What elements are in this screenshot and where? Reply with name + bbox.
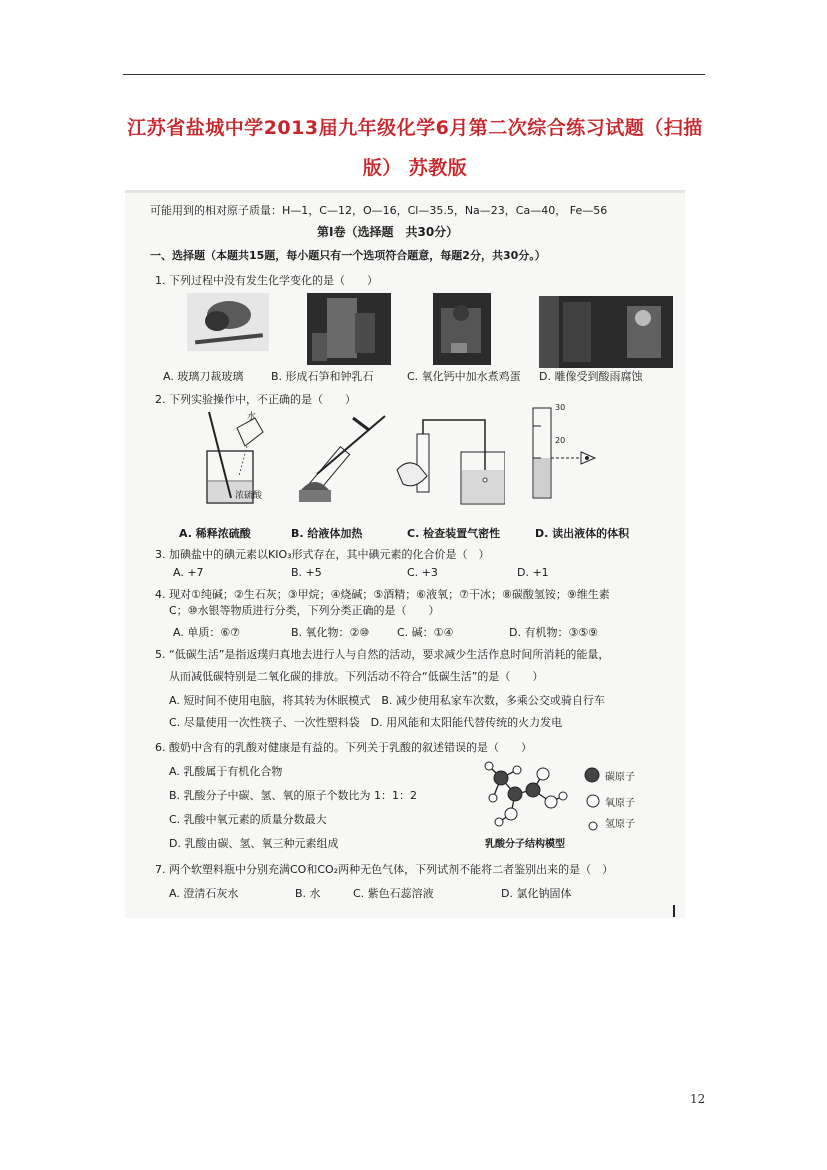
q6-option-b: B. 乳酸分子中碳、氢、氧的原子个数比为 1：1：2: [169, 789, 418, 802]
q1-option-a: A. 玻璃刀裁玻璃: [163, 370, 244, 383]
q5-stem-line2: 从而减低碳特别是二氧化碳的排放。下列活动不符合“低碳生活”的是（ ）: [169, 670, 544, 683]
q4-option-a: A. 单质：⑥⑦: [173, 626, 241, 639]
q2-figure-airtight-check: [393, 412, 505, 510]
q3-option-c: C. +3: [407, 566, 438, 579]
atomic-masses: 可能用到的相对原子质量：H—1，C—12，O—16，Cl—35.5，Na—23，Ca—40， Fe—56: [150, 204, 608, 217]
q5-options-row2: C. 尽量使用一次性筷子、一次性塑料袋 D. 用风能和太阳能代替传统的火力发电: [169, 716, 563, 729]
q6-lactic-acid-model: [475, 756, 571, 832]
q6-legend-carbon: 碳原子: [605, 772, 635, 783]
scan-edge: [125, 190, 685, 193]
q6-stem: 6. 酸奶中含有的乳酸对健康是有益的。下列关于乳酸的叙述错误的是（ ）: [155, 741, 532, 754]
q4-option-c: C. 碱：①④: [397, 626, 454, 639]
q2-option-a: A. 稀释浓硫酸: [179, 527, 251, 540]
q4-option-b: B. 氧化物：②⑩: [291, 626, 370, 639]
q4-option-d: D. 有机物：③⑤⑨: [509, 626, 599, 639]
scan-margin-mark: [673, 905, 675, 917]
q7-option-c: C. 紫色石蕊溶液: [353, 887, 434, 900]
q1-stem: 1. 下列过程中没有发生化学变化的是（ ）: [155, 274, 378, 287]
section-instruction: 一、选择题（本题共15题，每小题只有一个选项符合题意，每题2分，共30分。）: [150, 249, 546, 262]
q4-stem-line1: 4. 现对①纯碱；②生石灰；③甲烷；④烧碱；⑤酒精；⑥液氧；⑦干冰；⑧碳酸氢铵；⑨维生素: [155, 588, 610, 601]
q1-photo-statue-acid-rain: [539, 296, 673, 368]
q6-legend-hydrogen: 氢原子: [605, 819, 635, 830]
page-title-line1: 江苏省盐城中学2013届九年级化学6月第二次综合练习试题（扫描: [127, 117, 703, 139]
q7-option-b: B. 水: [295, 887, 321, 900]
q2-figure-read-volume: [523, 404, 601, 504]
q3-option-a: A. +7: [173, 566, 204, 579]
q1-option-b: B. 形成石笋和钟乳石: [271, 370, 374, 383]
scanned-exam-page: [125, 190, 685, 918]
q6-option-c: C. 乳酸中氧元素的质量分数最大: [169, 813, 327, 826]
q1-option-d: D. 雕像受到酸雨腐蚀: [539, 370, 643, 383]
q6-legend-oxygen: 氧原子: [605, 798, 635, 809]
q2-scale-tick-20: 20: [555, 436, 566, 445]
q3-option-b: B. +5: [291, 566, 322, 579]
q2-option-d: D. 读出液体的体积: [535, 527, 630, 540]
q2-scale-tick-30: 30: [555, 403, 566, 412]
q6-option-a: A. 乳酸属于有机化合物: [169, 765, 283, 778]
q1-photo-glass-cutter: [187, 293, 269, 351]
q1-option-c: C. 氧化钙中加水煮鸡蛋: [407, 370, 521, 383]
page-number: 12: [690, 1092, 706, 1106]
q2-option-c: C. 检查装置气密性: [407, 527, 501, 540]
q2-figure-heating-liquid: [293, 414, 389, 510]
q1-photo-stalactites: [307, 293, 391, 365]
q2-label-water: 水: [247, 412, 257, 422]
q7-option-a: A. 澄清石灰水: [169, 887, 239, 900]
q4-stem-line2: C；⑩水银等物质进行分类，下列分类正确的是（ ）: [169, 604, 440, 617]
q7-option-d: D. 氯化钠固体: [501, 887, 572, 900]
q2-stem: 2. 下列实验操作中，不正确的是（ ）: [155, 393, 356, 406]
q6-legend-carbon-swatch: [584, 767, 600, 787]
q5-options-row1: A. 短时间不使用电脑，将其转为休眠模式 B. 减少使用私家车次数，多乘公交或骑自行车: [169, 694, 605, 707]
q1-photo-cooking-egg: [433, 293, 491, 365]
section-title: 第Ⅰ卷（选择题 共30分）: [317, 225, 459, 239]
q6-legend-oxygen-swatch: [586, 793, 600, 812]
q3-option-d: D. +1: [517, 566, 549, 579]
q3-stem: 3. 加碘盐中的碘元素以KIO₃形式存在，其中碘元素的化合价是（ ）: [155, 548, 490, 561]
q6-model-caption: 乳酸分子结构模型: [485, 839, 565, 850]
page-title-line2: 版） 苏教版: [362, 157, 468, 179]
q7-stem: 7. 两个软塑料瓶中分别充满CO和CO₂两种无色气体，下列试剂不能将二者鉴别出来的是（ ）: [155, 863, 614, 876]
q5-stem-line1: 5. “低碳生活”是指返璞归真地去进行人与自然的活动，要求减少生活作息时间所消耗的能量，: [155, 648, 610, 661]
q2-label-conc-acid: 浓硫酸: [235, 491, 263, 501]
q6-option-d: D. 乳酸由碳、氢、氧三种元素组成: [169, 837, 339, 850]
header-rule: [123, 74, 705, 75]
q2-option-b: B. 给液体加热: [291, 527, 363, 540]
q6-legend-hydrogen-swatch: [588, 816, 598, 835]
